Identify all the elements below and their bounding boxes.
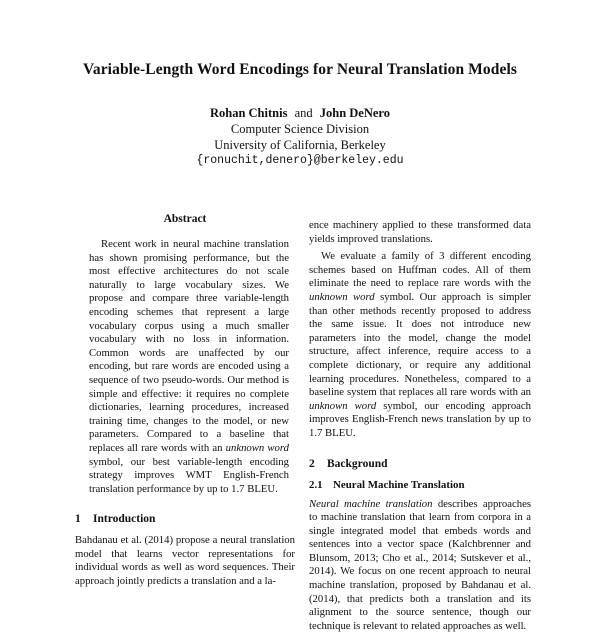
continued-paragraph: ence machinery applied to these transformed data yields improved translations. [309, 219, 531, 246]
abstract-text-emphasis: unknown word [226, 442, 289, 454]
background-emphasis: Neural machine translation [309, 498, 432, 510]
evaluation-emphasis-1: unknown word [309, 291, 375, 303]
affiliation-division: Computer Science Division [0, 121, 600, 137]
section-title: Introduction [93, 513, 155, 525]
abstract-text-part2: symbol, our best variable-length encoding strategy improves WMT English-French translation performance by up to 1.7 BLEU. [89, 456, 289, 495]
section-heading-introduction [75, 512, 295, 526]
affiliation-university: University of California, Berkeley [0, 137, 600, 153]
evaluation-text-a: We evaluate a family of 3 different encoding schemes based on Huffman codes. All of them eliminate the need to replace rare words with the [309, 250, 531, 289]
background-text: describes approaches to machine translation that learn from corpora in a single integrated model that embeds words and sentences into a vector space (Kalchbrenner and Blunsom, 2013; Cho et al., 2014; Sutskever et al., 2014). We focus on one recent approach to neural machine translation, proposed by Bahdanau et al. (2014), that predicts both a translation and its alignment to the source sentence, though our technique is relevant to related approaches as well. [309, 498, 531, 632]
introduction-paragraph: Bahdanau et al. (2014) propose a neural translation model that learns vector representations for individual words as well as word sequences. Their approach jointly predicts a translation and a la- [75, 534, 295, 588]
subsection-title: Neural Machine Translation [333, 479, 465, 491]
section-number: 2 [309, 457, 327, 471]
evaluation-text-c: symbol, our encoding approach improves English-French news translation by up to 1.7 BLEU. [309, 400, 531, 439]
author-conjunction: and [295, 106, 313, 120]
author-1: Rohan Chitnis [210, 106, 287, 120]
subsection-number: 2.1 [309, 479, 333, 492]
section-number: 1 [75, 512, 93, 526]
abstract-text-part1: Recent work in neural machine translation has shown promising performance, but the most effective architectures do not scale naturally to large vocabulary sizes. We propose and compare three variable-length encoding schemes that represent a large vocabulary corpus using a much smaller vocabulary with no loss in information. Common words are unaffected by our encoding, but rare words are encoded using a sequence of two pseudo-words. Our method is simple and effective: it requires no complete dictionaries, learning procedures, increased training time, changes to the model, or new parameters. Compared to a baseline that replaces all rare words with an [89, 238, 289, 454]
paper-title: Variable-Length Word Encodings for Neural Translation Models [0, 61, 600, 79]
evaluation-paragraph [309, 250, 531, 440]
abstract-heading: Abstract [75, 212, 295, 226]
right-column [309, 219, 531, 633]
author-email: {ronuchit,denero}@berkeley.edu [0, 153, 600, 169]
section-heading-background [309, 457, 531, 471]
evaluation-text-b: symbol. Our approach is simpler than other methods recently proposed to address the same issue. It does not introduce new parameters into the model, change the model structure, affect inference, require access to a complete dictionary, or require any additional learning procedures. Nonetheless, compared to a baseline system that replaces all rare words with an [309, 291, 531, 398]
section-title: Background [327, 458, 388, 470]
evaluation-emphasis-2: unknown word [309, 400, 376, 412]
author-names [0, 105, 600, 121]
left-column [75, 212, 295, 589]
abstract-text [89, 238, 289, 496]
author-2: John DeNero [320, 106, 390, 120]
background-paragraph [309, 498, 531, 633]
author-block [0, 105, 600, 169]
subsection-heading-nmt [309, 479, 531, 492]
